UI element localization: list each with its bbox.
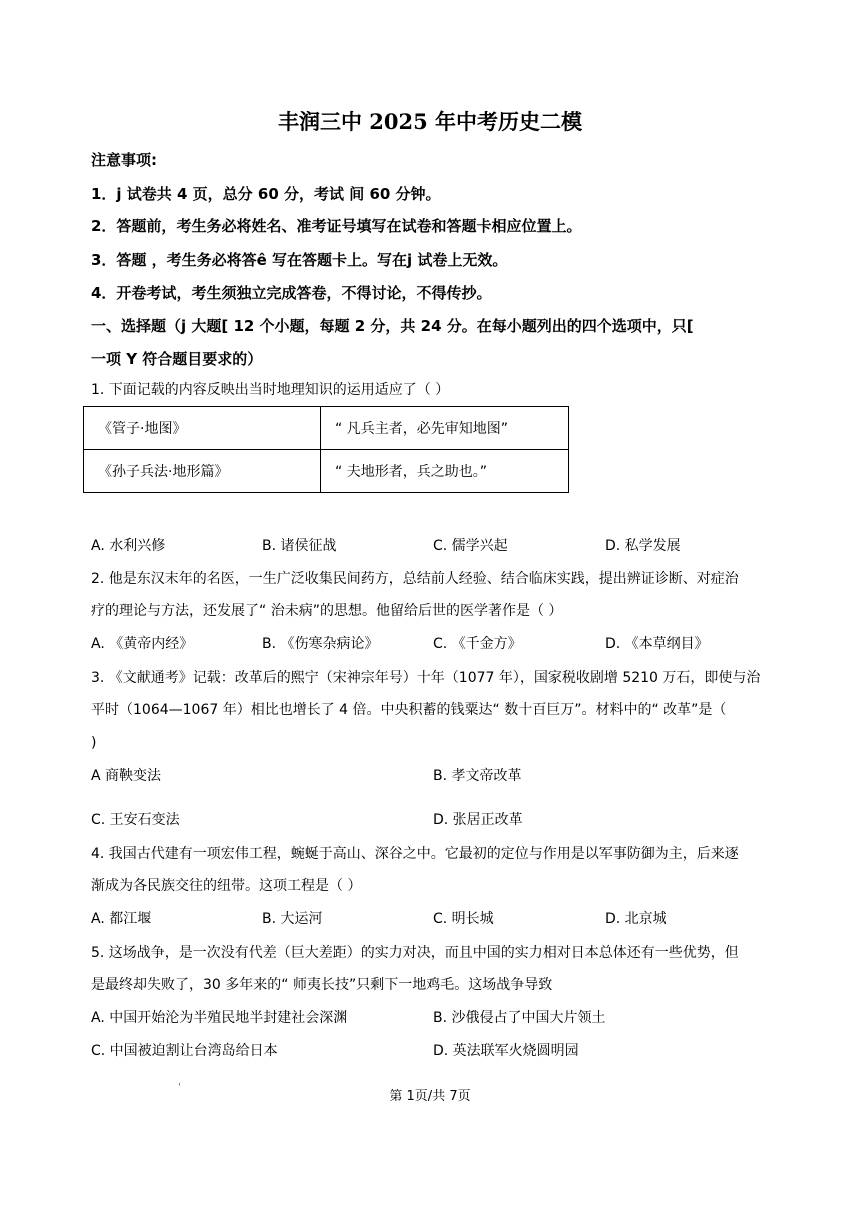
section-heading-line2: 一项 Y 符合题目要求的）	[91, 350, 263, 368]
question-1-option-d[interactable]: D. 私学发展	[605, 538, 681, 554]
question-1-option-a[interactable]: A. 水利兴修	[91, 538, 166, 554]
notice-item-2: 2．答题前，考生务必将姓名、准考证号填写在试卷和答题卡相应位置上。	[91, 217, 582, 235]
question-3-option-b[interactable]: B. 孝文帝改革	[433, 768, 522, 784]
question-5-option-d[interactable]: D. 英法联军火烧圆明园	[433, 1043, 579, 1059]
question-3-stem-line2: 平时（1064—1067 年）相比也增长了 4 倍。中央积蓄的钱粟达“ 数十百巨万”。材料中的“ 改革”是（	[91, 702, 727, 718]
question-4-stem-line1: 4. 我国古代建有一项宏伟工程，蜿蜒于高山、深谷之中。它最初的定位与作用是以军事防御为主，后来逐	[91, 846, 739, 862]
question-5-stem-line2: 是最终却失败了，30 多年来的“ 师夷长技”只剩下一地鸡毛。这场战争导致	[91, 977, 553, 993]
question-3-option-d[interactable]: D. 张居正改革	[433, 812, 523, 828]
table-row	[84, 450, 569, 493]
question-4-option-b[interactable]: B. 大运河	[262, 911, 323, 927]
table-row	[84, 407, 569, 450]
question-2-option-c[interactable]: C. 《千金方》	[433, 636, 522, 652]
question-4-option-d[interactable]: D. 北京城	[605, 911, 667, 927]
notice-heading: 注意事项:	[91, 151, 157, 169]
question-1-option-b[interactable]: B. 诸侯征战	[262, 538, 337, 554]
table-cell: 《孙子兵法·地形篇》	[84, 450, 321, 493]
question-2-option-b[interactable]: B. 《伤寒杂病论》	[262, 636, 379, 652]
question-4-stem-line2: 渐成为各民族交往的纽带。这项工程是（ ）	[91, 878, 362, 894]
table-cell: “ 凡兵主者，必先审知地图”	[321, 407, 569, 450]
question-4-option-a[interactable]: A. 都江堰	[91, 911, 152, 927]
notice-item-1: 1．j 试卷共 4 页，总分 60 分，考试 间 60 分钟。	[91, 185, 441, 203]
question-1-option-c[interactable]: C. 儒学兴起	[433, 538, 508, 554]
question-1-source-table	[83, 406, 569, 493]
question-5-option-a[interactable]: A. 中国开始沦为半殖民地半封建社会深渊	[91, 1010, 348, 1026]
question-2-stem-line1: 2. 他是东汉末年的名医，一生广泛收集民间药方，总结前人经验、结合临床实践，提出辨证诊断、对症治	[91, 571, 739, 587]
question-5-option-b[interactable]: B. 沙俄侵占了中国大片领土	[433, 1010, 606, 1026]
question-4-option-c[interactable]: C. 明长城	[433, 911, 494, 927]
question-3-option-a[interactable]: A 商鞅变法	[91, 768, 162, 784]
question-1-stem: 1. 下面记载的内容反映出当时地理知识的运用适应了（ ）	[91, 382, 450, 398]
notice-item-4: 4．开卷考试，考生须独立完成答卷，不得讨论，不得传抄。	[91, 284, 492, 302]
question-2-option-a[interactable]: A. 《黄帝内经》	[91, 636, 194, 652]
question-2-stem-line2: 疗的理论与方法，还发展了“ 治未病”的思想。他留给后世的医学著作是（ ）	[91, 603, 563, 619]
question-5-option-c[interactable]: C. 中国被迫割让台湾岛给日本	[91, 1043, 278, 1059]
question-2-option-d[interactable]: D. 《本草纲目》	[605, 636, 709, 652]
question-5-stem-line1: 5. 这场战争，是一次没有代差（巨大差距）的实力对决，而且中国的实力相对日本总体还有一些优势，但	[91, 945, 739, 961]
page-footer: 第 1页/共 7页	[389, 1089, 471, 1104]
page-title: 丰润三中 2025 年中考历史二模	[277, 109, 583, 134]
section-heading-line1: 一、选择题（j 大题[ 12 个小题，每题 2 分，共 24 分。在每小题列出的四个选项中，只[	[91, 317, 694, 335]
notice-item-3: 3．答题 ，考生务必将答ê 写在答题卡上。写在j 试卷上无效。	[91, 251, 508, 269]
question-3-stem-line1: 3. 《文献通考》记载：改革后的熙宁（宋神宗年号）十年（1077 年），国家税收剧增 5210 万石，即使与治	[91, 670, 761, 686]
scan-mark: '	[178, 1082, 181, 1093]
table-cell: 《管子·地图》	[84, 407, 321, 450]
question-3-stem-line3: )	[91, 735, 97, 751]
table-cell: “ 夫地形者，兵之助也。”	[321, 450, 569, 493]
question-3-option-c[interactable]: C. 王安石变法	[91, 812, 180, 828]
